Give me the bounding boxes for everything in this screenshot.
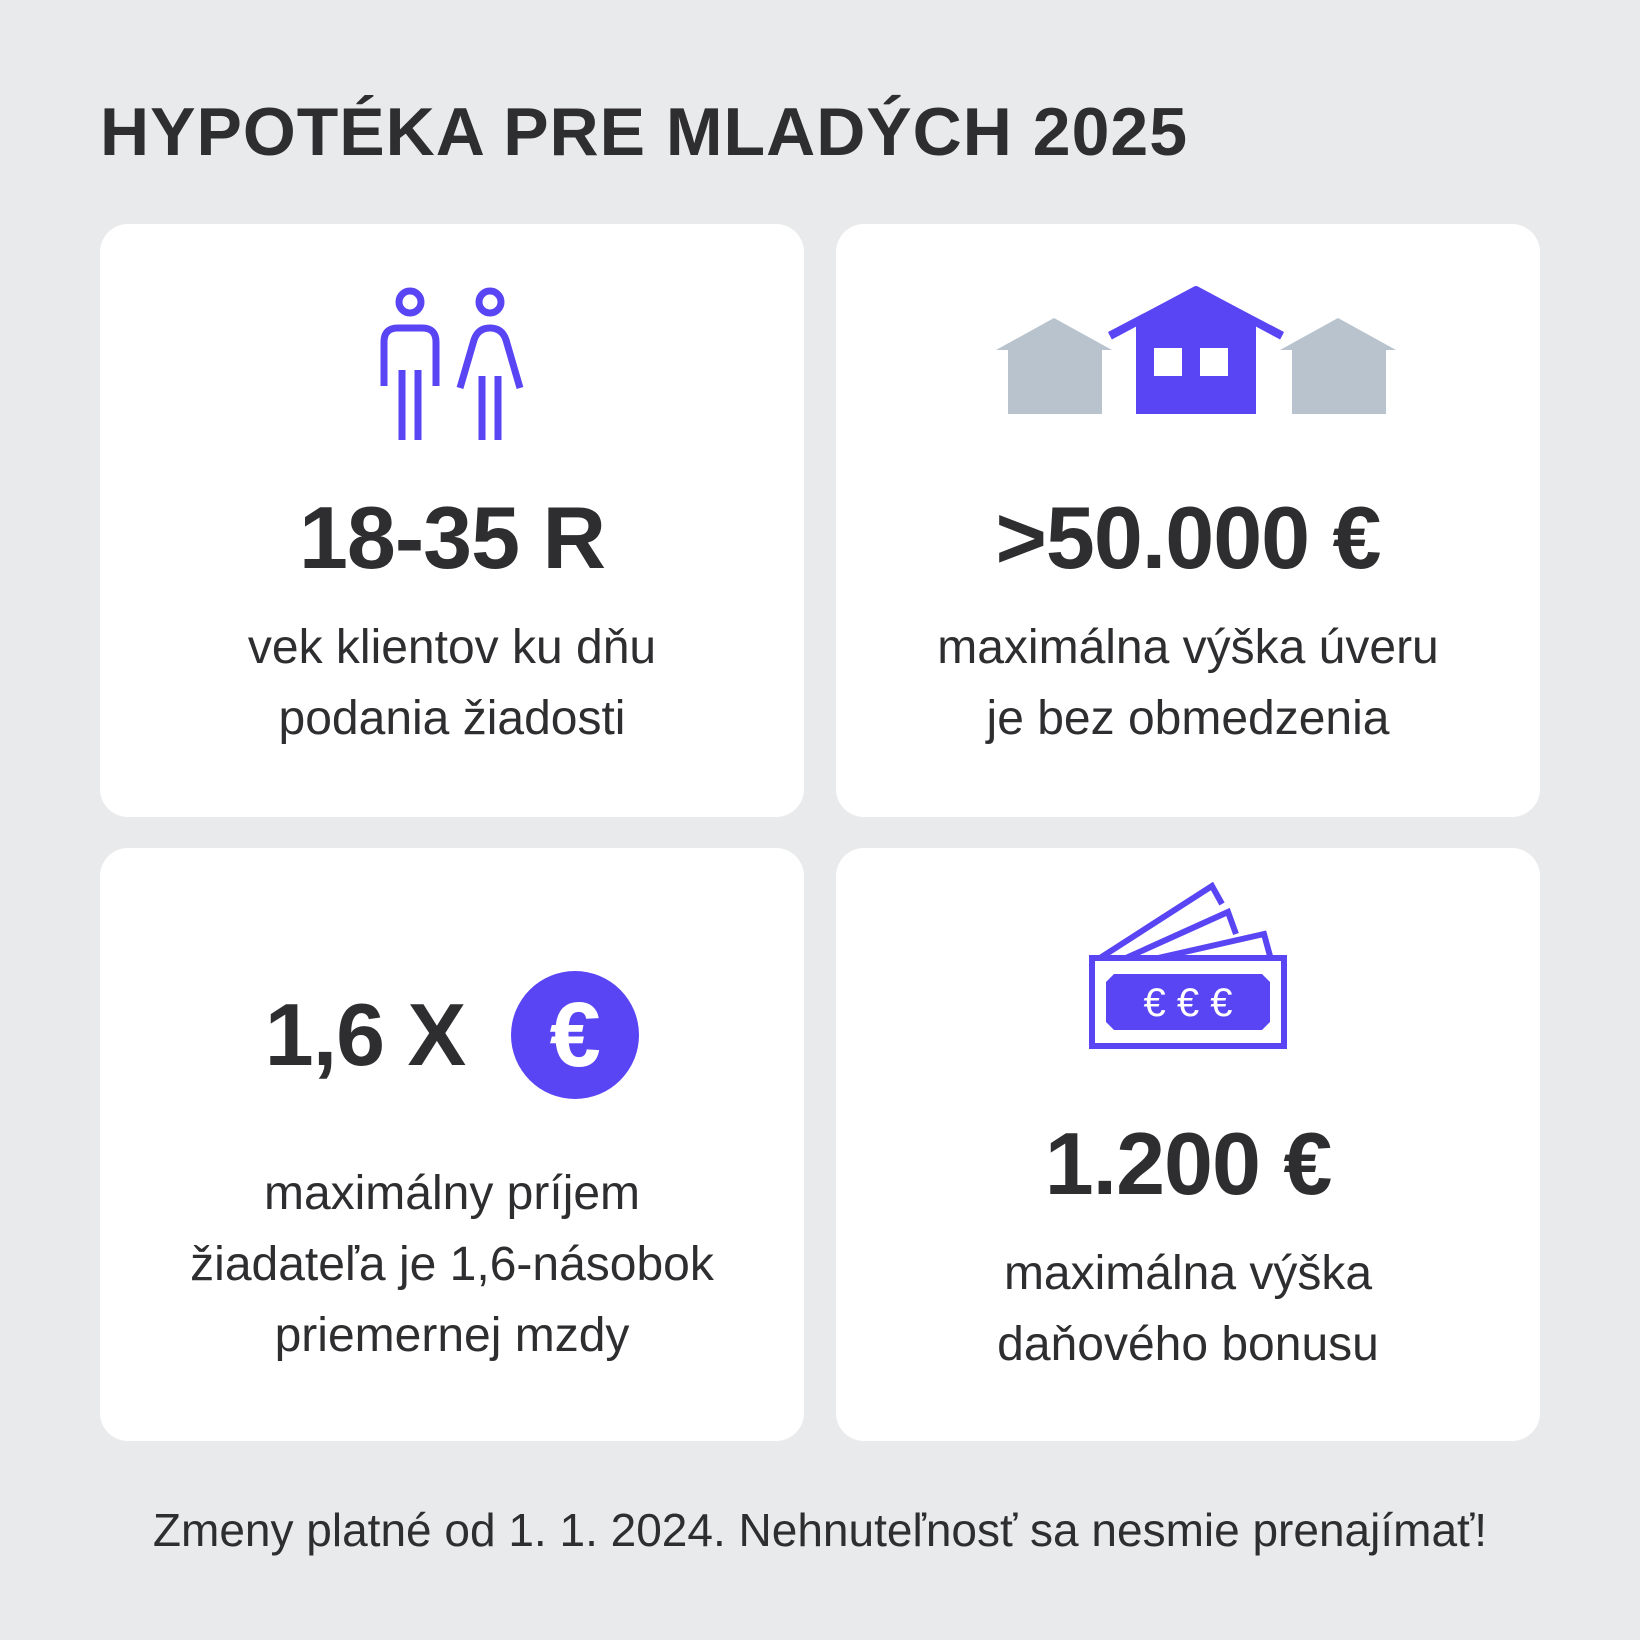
card-age-range	[100, 224, 804, 817]
income-multiplier-value: 1,6 X	[264, 985, 466, 1084]
income-limit-description	[100, 1158, 804, 1371]
tax-bonus-description	[836, 1238, 1540, 1380]
description-line: maximálna výška	[1003, 1247, 1373, 1300]
tax-bonus-value: 1.200 €	[1044, 1114, 1332, 1213]
footer-note: Zmeny platné od 1. 1. 2024. Nehnuteľnosť sa nesmie prenajímať!	[152, 1504, 1488, 1556]
banknotes-icon	[1088, 882, 1288, 1052]
people-icon	[380, 284, 524, 444]
description-line: žiadateľa je 1,6-násobok	[190, 1238, 714, 1291]
description-line: maximálny príjem	[263, 1167, 641, 1220]
card-income-limit	[100, 848, 804, 1441]
description-line: vek klientov ku dňu	[247, 621, 657, 674]
page-title: HYPOTÉKA PRE MLADÝCH 2025	[100, 94, 1189, 170]
income-value-row	[100, 970, 804, 1100]
description-line: daňového bonusu	[997, 1318, 1379, 1371]
houses-icon	[996, 284, 1396, 424]
description-line: podania žiadosti	[278, 692, 626, 745]
loan-amount-value: >50.000 €	[995, 488, 1381, 587]
description-line: maximálna výška úveru	[937, 621, 1439, 674]
description-line: priemernej mzdy	[274, 1309, 630, 1362]
euro-coin-icon: €	[511, 971, 639, 1099]
note-label: € € €	[1143, 981, 1233, 1025]
card-tax-bonus	[836, 848, 1540, 1441]
age-range-description	[100, 612, 804, 754]
loan-amount-description	[836, 612, 1540, 754]
description-line: je bez obmedzenia	[986, 692, 1390, 745]
card-loan-amount	[836, 224, 1540, 817]
age-range-value: 18-35 R	[298, 488, 606, 587]
